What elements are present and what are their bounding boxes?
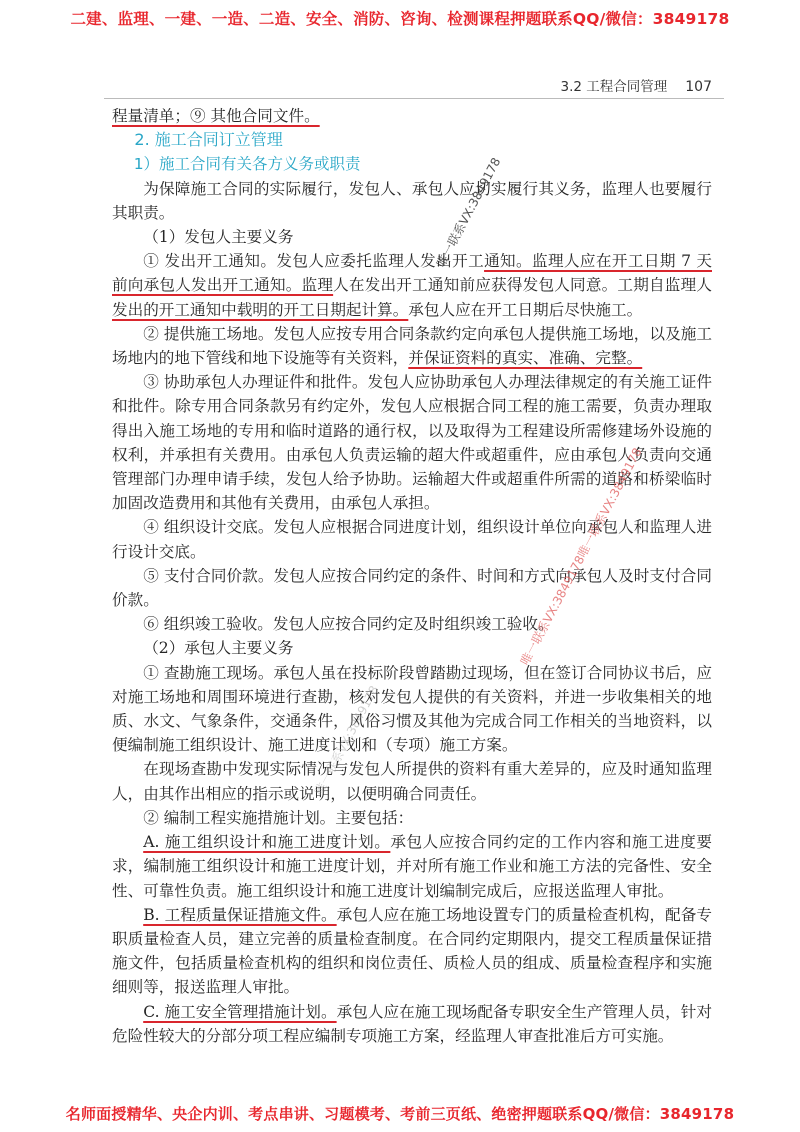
underlined-text: 发出的开工通知中载明的开工日期起计算。 — [112, 300, 409, 319]
watermark: 唯一联系VX:3849178唯一联系VX:3849178 — [517, 445, 645, 668]
contractor-duties-title: （2）承包人主要义务 — [143, 639, 294, 658]
paragraph: ① 查勘施工现场。承包人虽在投标阶段曾踏勘过现场，但在签订合同协议书后，应对施工场地和周围环境进行查勘，核对发包人提供的有关资料，并进一步收集相关的地质、水文、气象条件，交通条件，风俗习惯及其他为完成合同工作相关的当地资料，以便编制施工组织设计、施工进度计划和（专项）施工方案。 — [112, 663, 712, 755]
underlined-text: 通知。监理人应在开工日期 7 天前向承包人发出开工通知。监理 — [112, 252, 712, 295]
underlined-text: 并保证资料的真实、准确、完整。 — [408, 349, 643, 368]
paragraph: ④ 组织设计交底。发包人应根据合同进度计划，组织设计单位向承包人和监理人进行设计交底。 — [112, 518, 712, 561]
text-run: ① 发出开工通知。发包人应委托监理人发出开工 — [143, 252, 485, 271]
text-run: 承包人应按合同约定的工作内容和施工进度要求，编制施工组织设计和施工进度计划，并对所有施工作业和施工方法的完备性、安全性、可靠性负责。施工组织设计和施工进度计划编制完成后，应报送监理人审批。 — [112, 833, 712, 900]
watermark: 唯一联系VX:3849178 — [311, 683, 382, 798]
paragraph — [112, 830, 712, 903]
text-run: 承包人应在施工场地设置专门的质量检查机构，配备专职质量检查人员，建立完善的质量检查制度。在合同约定期限内，提交工程质量保证措施文件，包括质量检查机构的组织和岗位责任、质检人员的组成、质量检查程序和实施细则等，报送监理人审批。 — [112, 905, 712, 997]
underlined-text: B. 工程质量保证措施文件。 — [143, 905, 337, 924]
paragraph: ⑥ 组织竣工验收。发包人应按合同约定及时组织竣工验收。 — [143, 615, 554, 634]
running-head — [561, 75, 713, 95]
underlined-text: 程量清单；⑨ 其他合同文件。 — [112, 107, 320, 125]
paragraph — [112, 903, 712, 1000]
employer-duties-title: （1）发包人主要义务 — [143, 228, 294, 247]
paragraph: ⑤ 支付合同价款。发包人应按合同约定的条件、时间和方式向承包人及时支付合同价款。 — [112, 566, 712, 610]
body-text — [112, 104, 712, 1048]
heading-level-3: 1）施工合同有关各方义务或职责 — [133, 155, 361, 174]
paragraph: 为保障施工合同的实际履行，发包人、承包人应切实履行其义务，监理人也要履行其职责。 — [112, 179, 712, 222]
paragraph — [112, 1000, 712, 1048]
text-run: 人在发出开工通知前应获得发包人同意。工期自监理人 — [333, 276, 712, 295]
paragraph — [112, 322, 712, 370]
underlined-text: C. 施工安全管理措施计划。 — [143, 1002, 337, 1021]
page-number: 107 — [685, 79, 712, 95]
paragraph: ② 编制工程实施措施计划。主要包括： — [143, 808, 414, 827]
text-run: 承包人应在开工日期后尽快施工。 — [408, 300, 643, 319]
top-promo-banner: 二建、监理、一建、一造、二造、安全、消防、咨询、检测课程押题联系QQ/微信：3849178 — [70, 10, 730, 28]
book-page — [104, 40, 724, 1100]
underlined-text: A. 施工组织设计和施工进度计划。 — [143, 833, 391, 852]
paragraph: ③ 协助承包人办理证件和批件。发包人应协助承包人办理法律规定的有关施工证件和批件。除专用合同条款另有约定外，发包人应根据合同工程的施工需要，负责办理取得出入施工场地的专用和临时道路的通行权，以及取得为工程建设所需修建场外设施的权利，并承担有关费用。由承包人负责运输的超大件或超重件，应由承包人负责向交通管理部门办理申请手续，发包人给予协助。运输超大件或超重件所需的道路和桥梁临时加固改造费用和其他有关费用，由承包人承担。 — [112, 373, 712, 513]
heading-level-2: 2. 施工合同订立管理 — [134, 130, 283, 150]
paragraph — [112, 249, 712, 322]
section-title: 3.2 工程合同管理 — [560, 79, 668, 95]
header-rule — [104, 98, 724, 99]
watermark: 唯一联系VX:3849178 — [433, 155, 504, 270]
paragraph — [112, 104, 712, 128]
text-run: ② 提供施工场地。发包人应按专用合同条款约定向承包人提供施工场地，以及施工场地内的地下管线和地下设施等有关资料， — [112, 324, 712, 368]
paragraph: 在现场查勘中发现实际情况与发包人所提供的资料有重大差异的，应及时通知监理人，由其作出相应的指示或说明，以便明确合同责任。 — [112, 760, 712, 803]
bottom-promo-banner: 名师面授精华、央企内训、考点串讲、习题模考、考前三页纸、绝密押题联系QQ/微信：3849178 — [65, 1105, 735, 1123]
text-run: 承包人应在施工现场配备专职安全生产管理人员，针对危险性较大的分部分项工程应编制专项施工方案，经监理人审查批准后方可实施。 — [112, 1002, 712, 1045]
